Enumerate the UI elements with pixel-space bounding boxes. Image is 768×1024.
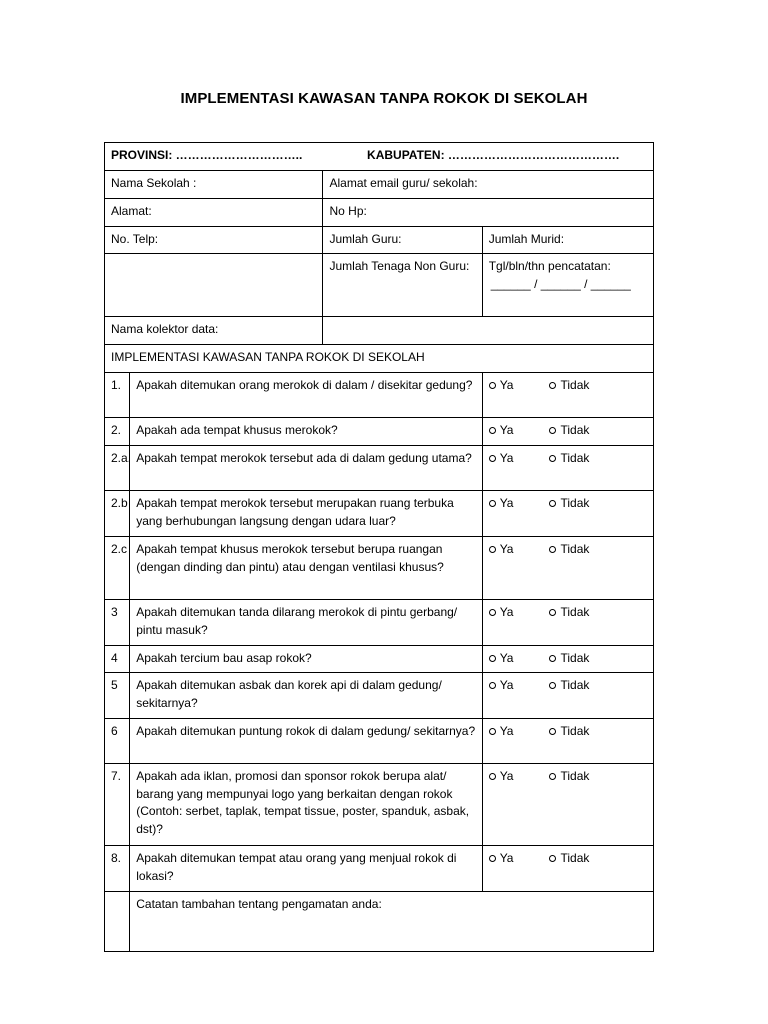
question-row: [105, 764, 654, 846]
answer-options: [482, 764, 653, 846]
row-nama-sekolah: [105, 171, 654, 199]
option-tidak-label: Tidak: [560, 724, 590, 738]
radio-circle-icon[interactable]: [489, 728, 496, 735]
radio-circle-icon[interactable]: [549, 427, 556, 434]
option-tidak-label: Tidak: [560, 423, 590, 437]
option-tidak-label: Tidak: [560, 769, 590, 783]
option-tidak-label: Tidak: [560, 496, 590, 510]
option-tidak[interactable]: [549, 450, 589, 468]
option-tidak[interactable]: [549, 422, 589, 440]
row-provinsi: [105, 143, 654, 171]
question-row: [105, 646, 654, 673]
option-tidak[interactable]: [549, 377, 589, 395]
option-ya[interactable]: [489, 495, 514, 513]
form-table: [104, 142, 654, 952]
option-ya[interactable]: [489, 768, 514, 786]
jumlah-tenaga-field[interactable]: Jumlah Tenaga Non Guru:: [323, 254, 482, 317]
option-ya[interactable]: [489, 850, 514, 868]
question-number: 8.: [105, 846, 130, 892]
catatan-row: [105, 892, 654, 952]
question-text: Apakah tempat merokok tersebut ada di dalam gedung utama?: [130, 446, 482, 491]
question-text: Apakah ditemukan orang merokok di dalam / disekitar gedung?: [130, 373, 482, 418]
row-telp: [105, 227, 654, 254]
question-number: 6: [105, 719, 130, 764]
option-tidak-label: Tidak: [560, 605, 590, 619]
radio-circle-icon[interactable]: [489, 609, 496, 616]
answer-options: [482, 846, 653, 892]
radio-circle-icon[interactable]: [549, 682, 556, 689]
question-row: [105, 673, 654, 719]
question-row: [105, 373, 654, 418]
radio-circle-icon[interactable]: [549, 455, 556, 462]
question-text: Apakah ada iklan, promosi dan sponsor rokok berupa alat/ barang yang mempunyai logo yang berkaitan dengan rokok (Contoh: serbet, taplak, tempat tissue, poster, spanduk, asbak, dst)?: [130, 764, 482, 846]
option-ya[interactable]: [489, 677, 514, 695]
question-row: [105, 491, 654, 537]
radio-circle-icon[interactable]: [549, 773, 556, 780]
option-ya-label: Ya: [499, 451, 514, 465]
radio-circle-icon[interactable]: [489, 855, 496, 862]
jumlah-guru-field[interactable]: Jumlah Guru:: [323, 227, 482, 254]
question-number: 2.b: [105, 491, 130, 537]
document-title: IMPLEMENTASI KAWASAN TANPA ROKOK DI SEKOLAH: [180, 90, 588, 107]
question-text: Apakah ditemukan puntung rokok di dalam gedung/ sekitarnya?: [130, 719, 482, 764]
option-ya-label: Ya: [499, 724, 514, 738]
answer-options: [482, 537, 653, 600]
option-tidak[interactable]: [549, 650, 589, 668]
radio-circle-icon[interactable]: [489, 655, 496, 662]
question-number: 2.c: [105, 537, 130, 600]
answer-options: [482, 418, 653, 446]
option-ya-label: Ya: [499, 769, 514, 783]
question-number: 2.: [105, 418, 130, 446]
tanggal-cell[interactable]: [482, 254, 653, 317]
question-number: 4: [105, 646, 130, 673]
question-row: [105, 719, 654, 764]
radio-circle-icon[interactable]: [489, 455, 496, 462]
option-ya[interactable]: [489, 377, 514, 395]
alamat-field[interactable]: Alamat:: [105, 199, 323, 227]
radio-circle-icon[interactable]: [489, 500, 496, 507]
option-tidak[interactable]: [549, 768, 589, 786]
option-tidak[interactable]: [549, 850, 589, 868]
provinsi-kabupaten-cell: [105, 143, 654, 171]
radio-circle-icon[interactable]: [489, 773, 496, 780]
option-tidak-label: Tidak: [560, 451, 590, 465]
question-text: Apakah tempat merokok tersebut merupakan ruang terbuka yang berhubungan langsung dengan udara luar?: [130, 491, 482, 537]
option-ya-label: Ya: [499, 542, 514, 556]
kabupaten-field[interactable]: KABUPATEN: …………………………………….: [367, 148, 620, 162]
no-telp-field[interactable]: No. Telp:: [105, 227, 323, 254]
question-text: Apakah ditemukan tempat atau orang yang menjual rokok di lokasi?: [130, 846, 482, 892]
row-kolektor: [105, 317, 654, 345]
option-tidak-label: Tidak: [560, 678, 590, 692]
answer-options: [482, 646, 653, 673]
question-number: 1.: [105, 373, 130, 418]
option-ya-label: Ya: [499, 851, 514, 865]
option-ya-label: Ya: [499, 423, 514, 437]
option-tidak-label: Tidak: [560, 542, 590, 556]
option-ya-label: Ya: [499, 651, 514, 665]
empty-cell: [105, 254, 323, 317]
option-ya[interactable]: [489, 422, 514, 440]
row-alamat: [105, 199, 654, 227]
option-ya[interactable]: [489, 723, 514, 741]
option-ya[interactable]: [489, 450, 514, 468]
radio-circle-icon[interactable]: [489, 427, 496, 434]
question-text: Apakah tempat khusus merokok tersebut berupa ruangan (dengan dinding dan pintu) atau dengan ventilasi khusus?: [130, 537, 482, 600]
radio-circle-icon[interactable]: [489, 382, 496, 389]
option-ya-label: Ya: [499, 605, 514, 619]
question-row: [105, 846, 654, 892]
option-tidak-label: Tidak: [560, 851, 590, 865]
answer-options: [482, 600, 653, 646]
option-tidak[interactable]: [549, 604, 589, 622]
radio-circle-icon[interactable]: [549, 382, 556, 389]
option-ya[interactable]: [489, 650, 514, 668]
kolektor-field[interactable]: [323, 317, 654, 345]
radio-circle-icon[interactable]: [489, 682, 496, 689]
answer-options: [482, 491, 653, 537]
question-text: Apakah ditemukan tanda dilarang merokok di pintu gerbang/ pintu masuk?: [130, 600, 482, 646]
kolektor-label: Nama kolektor data:: [105, 317, 323, 345]
question-row: [105, 537, 654, 600]
answer-options: [482, 373, 653, 418]
row-section-title: [105, 345, 654, 373]
tanggal-label: Tgl/bln/thn pencatatan:: [488, 259, 611, 273]
option-tidak[interactable]: [549, 495, 589, 513]
option-ya[interactable]: [489, 541, 514, 559]
answer-options: [482, 446, 653, 491]
jumlah-murid-field[interactable]: Jumlah Murid:: [482, 227, 653, 254]
answer-options: [482, 719, 653, 764]
radio-circle-icon[interactable]: [549, 655, 556, 662]
question-number: 2.a.: [105, 446, 130, 491]
option-tidak[interactable]: [549, 723, 589, 741]
option-ya-label: Ya: [499, 378, 514, 392]
tanggal-blank[interactable]: ______ / ______ / ______: [490, 276, 631, 291]
provinsi-field[interactable]: PROVINSI: …………………………..: [111, 148, 303, 162]
radio-circle-icon[interactable]: [549, 728, 556, 735]
option-tidak[interactable]: [549, 541, 589, 559]
option-tidak-label: Tidak: [560, 651, 590, 665]
answer-options: [482, 673, 653, 719]
question-number: 3: [105, 600, 130, 646]
question-row: [105, 418, 654, 446]
option-ya[interactable]: [489, 604, 514, 622]
question-number: 5: [105, 673, 130, 719]
question-text: Apakah ada tempat khusus merokok?: [130, 418, 482, 446]
option-ya-label: Ya: [499, 496, 514, 510]
question-text: Apakah tercium bau asap rokok?: [130, 646, 482, 673]
radio-circle-icon[interactable]: [549, 546, 556, 553]
radio-circle-icon[interactable]: [549, 855, 556, 862]
question-text: Apakah ditemukan asbak dan korek api di dalam gedung/ sekitarnya?: [130, 673, 482, 719]
option-tidak[interactable]: [549, 677, 589, 695]
question-row: [105, 446, 654, 491]
radio-circle-icon[interactable]: [489, 546, 496, 553]
question-row: [105, 600, 654, 646]
option-tidak-label: Tidak: [560, 378, 590, 392]
radio-circle-icon[interactable]: [549, 500, 556, 507]
catatan-field[interactable]: Catatan tambahan tentang pengamatan anda:: [130, 892, 654, 952]
alamat-email-field[interactable]: Alamat email guru/ sekolah:: [323, 171, 654, 199]
empty-number-cell: [105, 892, 130, 952]
nama-sekolah-field[interactable]: Nama Sekolah :: [105, 171, 323, 199]
no-hp-field[interactable]: No Hp:: [323, 199, 654, 227]
row-tenaga: [105, 254, 654, 317]
question-number: 7.: [105, 764, 130, 846]
section-title: IMPLEMENTASI KAWASAN TANPA ROKOK DI SEKOLAH: [105, 345, 654, 373]
option-ya-label: Ya: [499, 678, 514, 692]
radio-circle-icon[interactable]: [549, 609, 556, 616]
